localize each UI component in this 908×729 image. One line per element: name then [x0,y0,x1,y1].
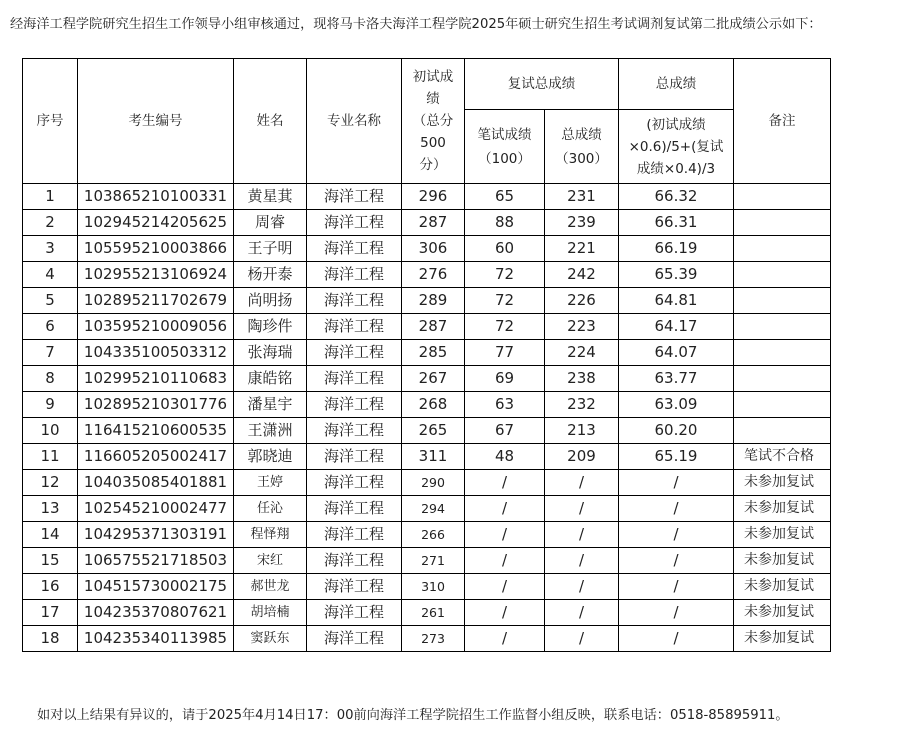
cell-written: / [465,496,545,522]
cell-name: 张海瑞 [234,340,307,366]
header-retest-total: 复试总成绩 [465,59,619,110]
cell-exam-id: 102995210110683 [78,366,234,392]
objection-notice: 如对以上结果有异议的，请于2025年4月14日17：00前向海洋工程学院招生工作监督小组反映，联系电话：0518-85895911。 [37,708,789,723]
header-remark: 备注 [734,59,831,184]
table-row [23,574,831,600]
cell-remark [734,392,831,418]
cell-remark: 未参加复试 [734,600,831,626]
cell-exam-id: 104235340113985 [78,626,234,652]
cell-initial: 267 [402,366,465,392]
cell-seq: 4 [23,262,78,288]
cell-retest: 223 [545,314,619,340]
cell-major: 海洋工程 [307,496,402,522]
cell-retest: 209 [545,444,619,470]
cell-total: 64.17 [619,314,734,340]
cell-major: 海洋工程 [307,470,402,496]
header-retest-sum-line1: 总成绩 [561,126,602,143]
header-formula-line3: 成绩×0.4)/3 [636,160,716,177]
cell-retest: 224 [545,340,619,366]
cell-seq: 3 [23,236,78,262]
cell-seq: 6 [23,314,78,340]
header-initial-line1: 初试成 [412,69,454,85]
cell-exam-id: 106575521718503 [78,548,234,574]
cell-exam-id: 102955213106924 [78,262,234,288]
cell-remark: 未参加复试 [734,626,831,652]
cell-major: 海洋工程 [307,626,402,652]
cell-retest: 231 [545,184,619,210]
cell-initial: 310 [402,574,465,600]
cell-retest: 213 [545,418,619,444]
cell-retest: 232 [545,392,619,418]
cell-written: 48 [465,444,545,470]
cell-initial: 261 [402,600,465,626]
table-row [23,288,831,314]
header-written-line1: 笔试成绩 [477,126,532,143]
cell-total: 66.31 [619,210,734,236]
cell-major: 海洋工程 [307,522,402,548]
table-row [23,418,831,444]
cell-exam-id: 104335100503312 [78,340,234,366]
cell-written: 72 [465,262,545,288]
cell-retest: 226 [545,288,619,314]
cell-seq: 1 [23,184,78,210]
table-row [23,340,831,366]
cell-exam-id: 102895210301776 [78,392,234,418]
header-initial-line3: （总分 [412,113,454,129]
cell-exam-id: 104235370807621 [78,600,234,626]
cell-exam-id: 105595210003866 [78,236,234,262]
cell-remark: 笔试不合格 [734,444,831,470]
cell-written: 67 [465,418,545,444]
cell-exam-id: 116605205002417 [78,444,234,470]
table-row [23,600,831,626]
table-row [23,470,831,496]
cell-exam-id: 102545210002477 [78,496,234,522]
cell-seq: 5 [23,288,78,314]
table-row [23,392,831,418]
table-row [23,210,831,236]
cell-name: 胡培楠 [234,600,307,626]
cell-name: 王潇洲 [234,418,307,444]
cell-total: / [619,522,734,548]
cell-total: 63.09 [619,392,734,418]
table-row [23,262,831,288]
cell-exam-id: 104515730002175 [78,574,234,600]
cell-major: 海洋工程 [307,314,402,340]
cell-remark: 未参加复试 [734,496,831,522]
table-row [23,366,831,392]
cell-major: 海洋工程 [307,184,402,210]
header-major: 专业名称 [307,59,402,184]
table-row [23,444,831,470]
cell-seq: 7 [23,340,78,366]
cell-initial: 266 [402,522,465,548]
cell-retest: 221 [545,236,619,262]
cell-written: 77 [465,340,545,366]
cell-exam-id: 116415210600535 [78,418,234,444]
cell-name: 黄星萁 [234,184,307,210]
cell-retest: / [545,574,619,600]
cell-name: 周睿 [234,210,307,236]
cell-retest: 239 [545,210,619,236]
cell-remark: 未参加复试 [734,470,831,496]
cell-total: 65.39 [619,262,734,288]
cell-initial: 287 [402,314,465,340]
cell-remark [734,236,831,262]
header-initial-line4: 500 [420,135,446,151]
table-row [23,548,831,574]
header-exam-id: 考生编号 [78,59,234,184]
header-initial-line2: 绩 [426,91,440,107]
cell-initial: 285 [402,340,465,366]
cell-name: 潘星宇 [234,392,307,418]
cell-remark [734,184,831,210]
cell-initial: 289 [402,288,465,314]
cell-total: 65.19 [619,444,734,470]
cell-seq: 13 [23,496,78,522]
header-written [465,110,545,184]
cell-written: / [465,548,545,574]
table-row [23,522,831,548]
header-retest-sum-line2: （300） [555,150,608,167]
cell-total: / [619,470,734,496]
cell-name: 康皓铭 [234,366,307,392]
cell-retest: / [545,548,619,574]
cell-major: 海洋工程 [307,236,402,262]
cell-seq: 15 [23,548,78,574]
cell-major: 海洋工程 [307,340,402,366]
cell-name: 程怿翔 [234,522,307,548]
cell-name: 窦跃东 [234,626,307,652]
cell-major: 海洋工程 [307,418,402,444]
cell-name: 郭晓迪 [234,444,307,470]
header-seq: 序号 [23,59,78,184]
cell-seq: 18 [23,626,78,652]
cell-name: 宋红 [234,548,307,574]
cell-remark: 未参加复试 [734,522,831,548]
cell-total: 63.77 [619,366,734,392]
header-written-line2: （100） [478,150,531,167]
cell-remark [734,314,831,340]
cell-total: / [619,574,734,600]
cell-written: / [465,626,545,652]
cell-total: 64.81 [619,288,734,314]
cell-remark [734,340,831,366]
table-header [23,59,831,184]
score-table [22,58,831,652]
cell-total: 60.20 [619,418,734,444]
cell-remark [734,418,831,444]
cell-major: 海洋工程 [307,262,402,288]
cell-retest: / [545,496,619,522]
cell-written: / [465,574,545,600]
cell-seq: 16 [23,574,78,600]
table-body [23,184,831,652]
cell-written: 88 [465,210,545,236]
cell-total: 66.19 [619,236,734,262]
cell-seq: 10 [23,418,78,444]
cell-retest: / [545,522,619,548]
table-row [23,314,831,340]
cell-retest: 238 [545,366,619,392]
cell-name: 王子明 [234,236,307,262]
cell-remark [734,262,831,288]
cell-initial: 306 [402,236,465,262]
cell-exam-id: 103595210009056 [78,314,234,340]
cell-remark [734,288,831,314]
cell-written: / [465,600,545,626]
header-formula-line2: ×0.6)/5+(复试 [628,138,724,155]
cell-initial: 276 [402,262,465,288]
cell-exam-id: 102895211702679 [78,288,234,314]
cell-total: / [619,496,734,522]
cell-total: / [619,600,734,626]
cell-written: / [465,522,545,548]
cell-major: 海洋工程 [307,600,402,626]
cell-name: 陶珍件 [234,314,307,340]
cell-retest: / [545,600,619,626]
header-total: 总成绩 [619,59,734,110]
cell-initial: 287 [402,210,465,236]
cell-major: 海洋工程 [307,548,402,574]
cell-exam-id: 104035085401881 [78,470,234,496]
cell-retest: / [545,470,619,496]
intro-paragraph: 经海洋工程学院研究生招生工作领导小组审核通过，现将马卡洛夫海洋工程学院2025年硕士研究生招生考试调剂复试第二批成绩公示如下： [10,17,822,32]
cell-major: 海洋工程 [307,444,402,470]
cell-major: 海洋工程 [307,288,402,314]
cell-remark: 未参加复试 [734,574,831,600]
cell-major: 海洋工程 [307,210,402,236]
cell-initial: 296 [402,184,465,210]
cell-initial: 290 [402,470,465,496]
cell-written: / [465,470,545,496]
cell-total: / [619,548,734,574]
cell-initial: 294 [402,496,465,522]
cell-initial: 268 [402,392,465,418]
cell-initial: 265 [402,418,465,444]
cell-seq: 9 [23,392,78,418]
cell-total: / [619,626,734,652]
cell-total: 66.32 [619,184,734,210]
cell-name: 王婷 [234,470,307,496]
cell-seq: 2 [23,210,78,236]
cell-written: 60 [465,236,545,262]
cell-name: 郝世龙 [234,574,307,600]
cell-written: 65 [465,184,545,210]
cell-seq: 17 [23,600,78,626]
cell-seq: 11 [23,444,78,470]
cell-major: 海洋工程 [307,392,402,418]
header-retest-sum [545,110,619,184]
cell-name: 杨开泰 [234,262,307,288]
cell-major: 海洋工程 [307,574,402,600]
cell-name: 任沁 [234,496,307,522]
cell-retest: / [545,626,619,652]
header-name: 姓名 [234,59,307,184]
header-initial-line5: 分） [419,157,447,173]
cell-total: 64.07 [619,340,734,366]
cell-remark [734,210,831,236]
cell-major: 海洋工程 [307,366,402,392]
cell-seq: 14 [23,522,78,548]
cell-seq: 8 [23,366,78,392]
cell-initial: 273 [402,626,465,652]
cell-remark: 未参加复试 [734,548,831,574]
cell-exam-id: 103865210100331 [78,184,234,210]
cell-exam-id: 102945214205625 [78,210,234,236]
cell-name: 尚明扬 [234,288,307,314]
header-formula [619,110,734,184]
cell-written: 69 [465,366,545,392]
cell-initial: 271 [402,548,465,574]
cell-seq: 12 [23,470,78,496]
table-row [23,496,831,522]
header-initial-score [402,59,465,184]
cell-retest: 242 [545,262,619,288]
cell-written: 63 [465,392,545,418]
cell-written: 72 [465,288,545,314]
cell-remark [734,366,831,392]
table-row [23,184,831,210]
cell-initial: 311 [402,444,465,470]
cell-written: 72 [465,314,545,340]
table-row [23,236,831,262]
cell-exam-id: 104295371303191 [78,522,234,548]
header-formula-line1: (初试成绩 [646,116,706,133]
table-row [23,626,831,652]
